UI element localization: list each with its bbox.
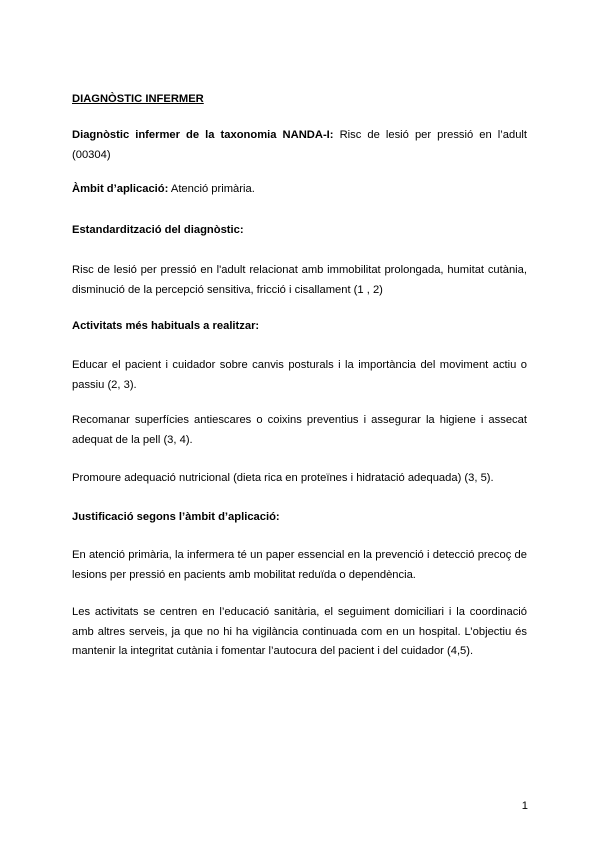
page-number: 1 [521,800,528,812]
justification-paragraph: Les activitats se centren en l’educació sanitària, el seguiment domiciliari i la coordinació amb altres serveis, ja que no hi ha vigilància continuada com en un hospital. L’objectiu és mantenir la integritat cutània i fomentar l’autocura del pacient i del cuidador (4,5). [72,606,527,657]
activity-item: Promoure adequació nutricional (dieta rica en proteïnes i hidratació adequada) (3, 5). [72,472,494,484]
scope-value: Atenció primària. [170,183,255,195]
diagnosis-paragraph [72,126,527,165]
scope-label: Àmbit d’aplicació: [72,183,169,195]
activity-item: Recomanar superfícies antiescares o coixins preventius i assegurar la higiene i assecat adequat de la pell (3, 4). [72,414,527,446]
document-title: DIAGNÒSTIC INFERMER [72,93,204,105]
scope-paragraph [72,180,527,200]
standardization-heading: Estandardització del diagnòstic: [72,224,244,236]
activities-heading: Activitats més habituals a realitzar: [72,320,260,332]
standardization-text: Risc de lesió per pressió en l'adult relacionat amb immobilitat prolongada, humitat cutània, disminució de la percepció sensitiva, fricció i cisallament (1 , 2) [72,264,527,296]
justification-paragraph: En atenció primària, la infermera té un paper essencial en la prevenció i detecció precoç de lesions per pressió en pacients amb mobilitat reduïda o dependència. [72,549,527,581]
justification-heading: Justificació segons l’àmbit d’aplicació: [72,511,280,523]
activity-item: Educar el pacient i cuidador sobre canvis posturals i la importància del moviment actiu o passiu (2, 3). [72,359,527,391]
diagnosis-value: Risc de lesió per pressió en l’adult (00304) [72,129,528,161]
diagnosis-label: Diagnòstic infermer de la taxonomia NANDA-I: [72,129,334,141]
